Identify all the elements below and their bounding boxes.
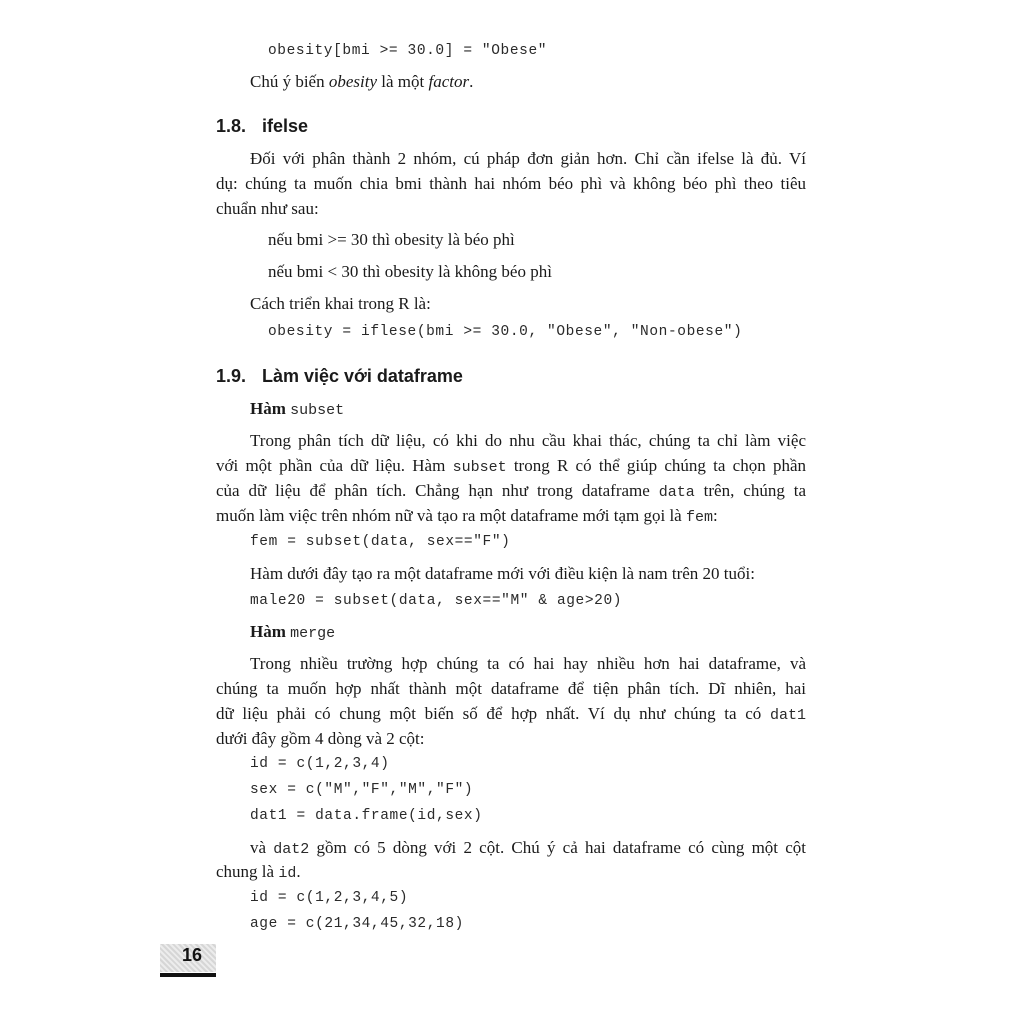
ifelse-paragraph-line-3: chuẩn như sau: [216,199,319,218]
subset-paragraph-line-4: muốn làm việc trên nhóm nữ và tạo ra một dataframe mới tạm gọi là fem: [216,506,718,526]
code-line-dat1-id: id = c(1,2,3,4) [250,756,390,772]
subset-paragraph-line-1: Trong phân tích dữ liệu, có khi do nhu cầu khai thác, chúng ta chỉ làm việc [250,431,806,450]
code-line-ifelse: obesity = iflese(bmi >= 30.0, "Obese", "Non-obese") [268,324,743,340]
code-line-dat1-sex: sex = c("M","F","M","F") [250,782,474,798]
ifelse-paragraph-line-1: Đối với phân thành 2 nhóm, cú pháp đơn giản hơn. Chỉ cần ifelse là đủ. Ví [250,149,806,168]
code-line-male20: male20 = subset(data, sex=="M" & age>20) [250,593,623,609]
subset-paragraph-line-3: của dữ liệu để phân tích. Chẳng hạn như trong dataframe data trên, chúng ta [216,481,807,501]
rule-non-obese: nếu bmi < 30 thì obesity là không béo phì [268,262,552,281]
section-heading-1-8: 1.8. ifelse [216,116,309,136]
code-line-fem: fem = subset(data, sex=="F") [250,534,511,550]
code-line-dat1-frame: dat1 = data.frame(id,sex) [250,808,483,824]
code-line-obesity-assign: obesity[bmi >= 30.0] = "Obese" [268,43,548,59]
obesity-factor-note: Chú ý biến obesity là một factor. [250,72,474,91]
section-heading-1-9: 1.9. Làm việc với dataframe [216,366,463,386]
merge-paragraph-line-2: chúng ta muốn hợp nhất thành một dataframe để tiện phân tích. Dĩ nhiên, hai [216,679,806,698]
rule-obese: nếu bmi >= 30 thì obesity là béo phì [268,230,515,249]
subset-paragraph-line-2: với một phần của dữ liệu. Hàm subset trong R có thể giúp chúng ta chọn phần [216,456,807,476]
dat2-paragraph-line-1: và dat2 gồm có 5 dòng với 2 cột. Chú ý cả hai dataframe có cùng một cột [250,838,806,858]
merge-paragraph-line-1: Trong nhiều trường hợp chúng ta có hai hay nhiều hơn hai dataframe, và [250,654,806,673]
merge-paragraph-line-4: dưới đây gồm 4 dòng và 2 cột: [216,729,425,748]
code-line-dat2-id: id = c(1,2,3,4,5) [250,890,409,906]
male-subset-description: Hàm dưới đây tạo ra một dataframe mới với điều kiện là nam trên 20 tuổi: [250,564,755,583]
ifelse-paragraph-line-2: dụ: chúng ta muốn chia bmi thành hai nhóm béo phì và không béo phì theo tiêu [216,174,806,193]
page-number: 16 [182,945,203,965]
merge-paragraph-line-3: dữ liệu phải có chung một biến số để hợp nhất. Ví dụ như chúng ta có dat1 [216,704,806,724]
subset-subheading: Hàm subset [250,399,345,419]
code-line-dat2-age: age = c(21,34,45,32,18) [250,916,464,932]
dat2-paragraph-line-2: chung là id. [216,862,301,882]
merge-subheading: Hàm merge [250,622,336,642]
page-number-underline [160,973,216,977]
implementation-intro: Cách triển khai trong R là: [250,294,431,313]
